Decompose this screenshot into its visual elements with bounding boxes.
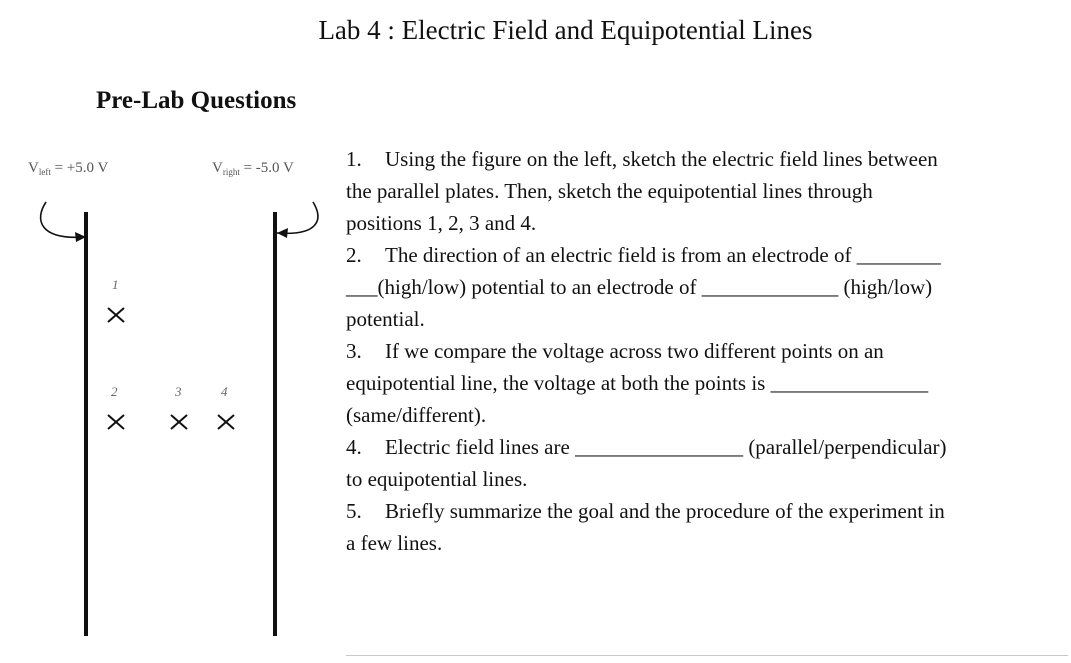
question-text: to equipotential lines. [346,467,528,491]
v-right-label: $V_{right} = -5.0$ V [212,160,294,177]
parallel-plates-figure [0,140,340,650]
section-heading: Pre-Lab Questions [96,87,297,114]
question-1 [346,143,1036,239]
question-text: Using the figure on the left, sketch the electric field lines between [385,147,938,171]
question-2 [346,239,1036,335]
question-text: ___(high/low) potential to an electrode of _____________ (high/low) [346,275,933,299]
question-3 [346,335,1036,431]
question-4 [346,431,1036,495]
question-text: (same/different). [346,403,487,427]
question-text: positions 1, 2, 3 and 4. [346,211,537,235]
position-label-3: 3 [175,384,182,399]
question-text: a few lines. [346,531,443,555]
question-number: 5. [346,499,362,523]
position-label-4: 4 [221,384,228,399]
page-title: Lab 4 : Electric Field and Equipotential Lines [318,15,813,45]
position-markers [0,140,340,650]
question-text: Briefly summarize the goal and the procedure of the experiment in [385,499,945,523]
question-number: 1. [346,147,362,171]
answer-divider [346,655,1068,656]
question-text: potential. [346,307,425,331]
question-text: equipotential line, the voltage at both the points is _______________ [346,371,929,395]
position-label-1: 1 [112,277,119,292]
question-5 [346,495,1036,559]
question-text: the parallel plates. Then, sketch the equipotential lines through [346,179,873,203]
question-text: Electric field lines are ________________ (parallel/perpendicular) [385,435,947,459]
question-number: 3. [346,339,362,363]
question-text: The direction of an electric field is from an electrode of ________ [385,243,941,267]
question-list [346,143,1036,559]
position-marker-2 [108,415,124,429]
position-marker-1 [108,308,124,322]
question-number: 2. [346,243,362,267]
position-label-2: 2 [111,384,118,399]
v-left-label: $V_{left} = +5.0$ V [28,160,109,177]
position-marker-3 [171,415,187,429]
question-text: If we compare the voltage across two different points on an [385,339,884,363]
position-marker-4 [218,415,234,429]
question-number: 4. [346,435,362,459]
